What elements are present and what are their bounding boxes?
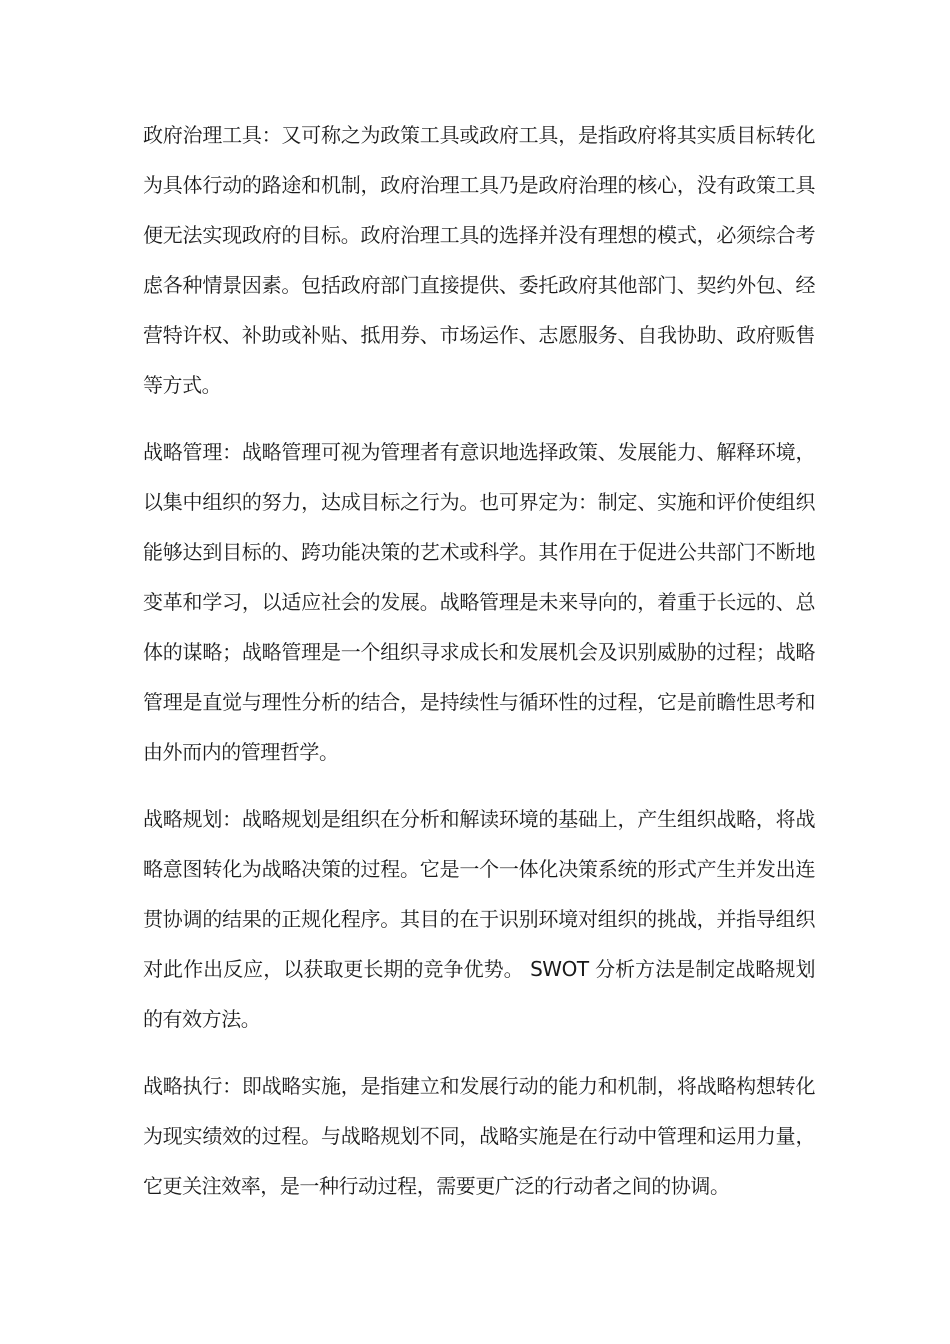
paragraph-governance-tools: 政府治理工具：又可称之为政策工具或政府工具，是指政府将其实质目标转化为具体行动的路途和机制，政府治理工具乃是政府治理的核心，没有政策工具便无法实现政府的目标。政府治理工具的选择并没有理想的模式，必须综合考虑各种情景因素。包括政府部门直接提供、委托政府其他部门、契约外包、经营特许权、补助或补贴、抵用券、市场运作、志愿服务、自我协助、政府贩售等方式。	[143, 123, 815, 397]
document-body	[143, 110, 815, 1228]
paragraph-strategy-execution: 战略执行：即战略实施，是指建立和发展行动的能力和机制，将战略构想转化为现实绩效的过程。与战略规划不同，战略实施是在行动中管理和运用力量，它更关注效率，是一种行动过程，需要更广泛的行动者之间的协调。	[143, 1074, 815, 1198]
paragraph-strategic-planning: 战略规划：战略规划是组织在分析和解读环境的基础上，产生组织战略，将战略意图转化为战略决策的过程。它是一个一体化决策系统的形式产生并发出连贯协调的结果的正规化程序。其目的在于识别环境对组织的挑战，并指导组织对此作出反应，以获取更长期的竞争优势。 SWOT 分析方法是制定战略规划的有效方法。	[143, 807, 815, 1031]
paragraph-strategic-management: 战略管理：战略管理可视为管理者有意识地选择政策、发展能力、解释环境，以集中组织的努力，达成目标之行为。也可界定为：制定、实施和评价使组织能够达到目标的、跨功能决策的艺术或科学。其作用在于促进公共部门不断地变革和学习，以适应社会的发展。战略管理是未来导向的，着重于长远的、总体的谋略；战略管理是一个组织寻求成长和发展机会及识别威胁的过程；战略管理是直觉与理性分析的结合，是持续性与循环性的过程，它是前瞻性思考和由外而内的管理哲学。	[143, 440, 815, 764]
